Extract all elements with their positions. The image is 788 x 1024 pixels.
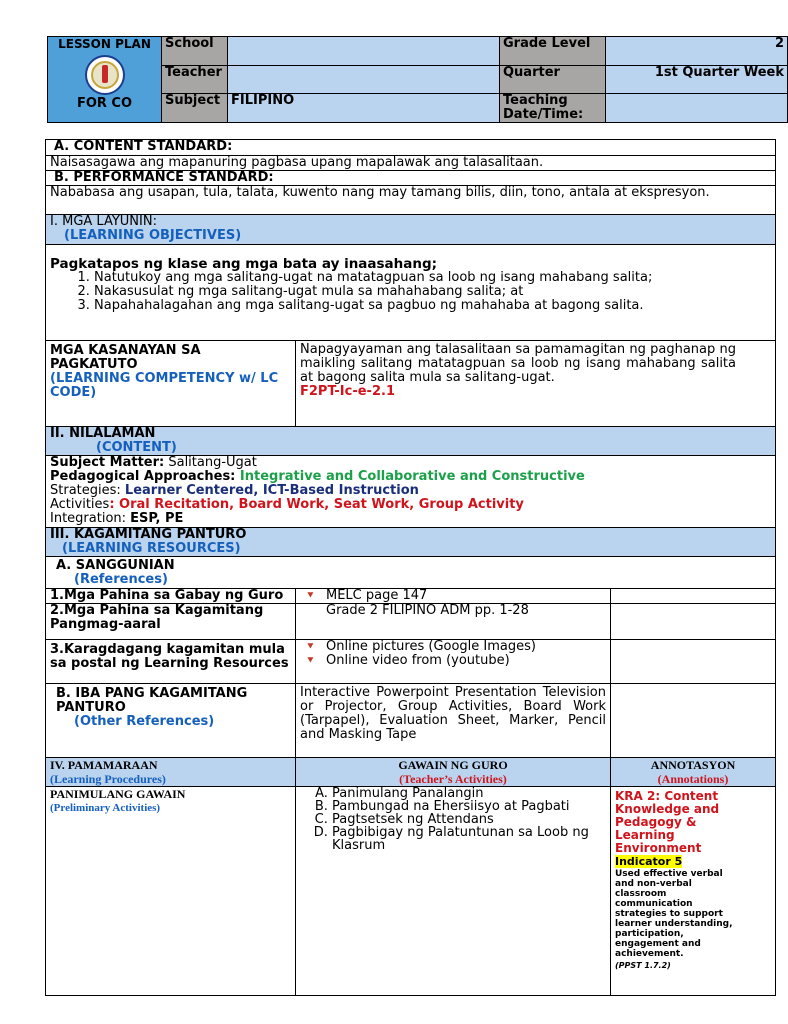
procedures-col2-title: GAWAIN NG GURO [398, 758, 508, 772]
logo-title: LESSON PLAN [58, 37, 151, 51]
sanggunian-cell [46, 557, 776, 589]
procedures-col3-title: ANNOTASYON [650, 758, 736, 772]
competency-text: Napagyayaman ang talasalitaan sa pamamagitan ng paghanap ng maikling salitang matatagpuan sa loob ng isang mahabang salita at bagong salita mula sa salitang-ugat. [300, 342, 736, 385]
integration-label: Integration: [50, 511, 131, 526]
row3-value-2: Online video from (youtube) [326, 653, 510, 668]
school-label: School [162, 37, 228, 66]
content-body [46, 456, 776, 528]
procedures-col3-sub: (Annotations) [657, 772, 729, 786]
content-standard-text: Naisasagawa ang mapanuring pagbasa upang mapalawak ang talasalitaan. [46, 156, 776, 171]
row3-notes [611, 640, 776, 684]
prelim-subtitle: (Preliminary Activities) [50, 802, 161, 814]
row2-label: 2.Mga Pahina sa Kagamitang Pangmag-aaral [46, 604, 296, 640]
indicator-label: Indicator 5 [615, 855, 683, 868]
prelim-activities-cell [296, 787, 611, 996]
content-standard-title: A. CONTENT STANDARD: [46, 140, 776, 156]
row1-value: MELC page 147 [326, 588, 428, 603]
row1-label: 1.Mga Pahina sa Gabay ng Guro [46, 589, 296, 604]
deped-seal-icon [69, 55, 141, 95]
performance-standard-title: B. PERFORMANCE STANDARD: [46, 171, 776, 186]
prelim-title: PANIMULANG GAWAIN [50, 787, 186, 801]
annotation-cell [611, 787, 776, 996]
strategies-label: Strategies: [50, 483, 125, 498]
list-item: 3. Napahahalagahan ang mga salitang-ugat sa pagbuo ng mahahaba at bagong salita. [94, 299, 771, 313]
arrow-down-icon: ⯆ [306, 589, 315, 602]
ppst-code: (PPST 1.7.2) [615, 961, 671, 970]
other-text: Interactive Powerpoint Presentation Television or Projector, Group Activities, Board Work (Tarpapel), Evaluation Sheet, Marker, Pencil and Masking Tape [296, 684, 611, 758]
competency-text-cell [296, 341, 776, 427]
row3-label: 3.Karagdagang kagamitan mula sa postal ng Learning Resources [46, 640, 296, 684]
objectives-body [46, 245, 776, 341]
list-item: B. Pambungad na Ehersiisyo at Pagbati [332, 800, 606, 813]
arrow-down-icon: ⯆ [306, 640, 315, 653]
other-label: B. IBA PANG KAGAMITANG PANTURO [56, 686, 248, 715]
row1-notes [611, 589, 776, 604]
sanggunian-title: A. SANGGUNIAN [56, 558, 175, 573]
content-subtitle: (CONTENT) [96, 440, 177, 455]
row2-notes [611, 604, 776, 640]
objectives-intro: Pagkatapos ng klase ang mga bata ay inaasahang; [50, 256, 438, 272]
kra-title: KRA 2: Content Knowledge and Pedagogy & Learning Environment [615, 789, 720, 855]
competency-code: F2PT-Ic-e-2.1 [300, 384, 395, 399]
other-references-cell [46, 684, 296, 758]
indicator-text: Used effective verbal and non-verbal classroom communication strategies to support learner understanding, participation, engagement and achievement. [615, 869, 733, 959]
school-value[interactable] [228, 37, 500, 66]
procedures-col2 [296, 758, 611, 787]
row1-value-cell [296, 589, 611, 604]
objectives-title: I. MGA LAYUNIN: [50, 214, 157, 229]
subject-label: Subject [162, 94, 228, 123]
arrow-down-icon: ⯆ [306, 654, 315, 667]
grade-value[interactable]: 2 [606, 37, 788, 66]
content-title: II. NILALAMAN [50, 426, 156, 441]
subject-matter: Salitang-Ugat [164, 455, 257, 470]
procedures-col2-sub: (Teacher’s Activities) [399, 772, 507, 786]
datetime-value[interactable] [606, 94, 788, 123]
teacher-label: Teacher [162, 66, 228, 94]
quarter-value[interactable]: 1st Quarter Week [606, 66, 788, 94]
other-notes [611, 684, 776, 758]
competency-label: MGA KASANAYAN SA PAGKATUTO [50, 343, 201, 372]
procedures-col1-sub: (Learning Procedures) [50, 772, 166, 786]
activities-label: Activities [50, 497, 110, 512]
subject-value[interactable]: FILIPINO [228, 94, 500, 123]
prelim-list [300, 787, 606, 852]
lesson-plan-table [45, 139, 776, 996]
row2-value-cell [296, 604, 611, 640]
quarter-label: Quarter [500, 66, 606, 94]
procedures-col1 [46, 758, 296, 787]
list-item: 1. Natutukoy ang mga salitang-ugat na matatagpuan sa loob ng isang mahabang salita; [94, 271, 771, 285]
competency-label-cell [46, 341, 296, 427]
integration: ESP, PE [130, 511, 184, 526]
logo-cell [48, 37, 162, 123]
datetime-label: Teaching Date/Time: [500, 94, 606, 123]
resources-subtitle: (LEARNING RESOURCES) [62, 541, 241, 556]
approaches-label: Pedagogical Approaches: [50, 469, 240, 484]
list-item: A. Panimulang Panalangin [332, 787, 606, 800]
objectives-list [50, 271, 771, 313]
row2-value: Grade 2 FILIPINO ADM pp. 1-28 [326, 603, 529, 618]
prelim-cell [46, 787, 296, 996]
procedures-col3 [611, 758, 776, 787]
references-subtitle: (References) [74, 572, 168, 587]
row3-value-1: Online pictures (Google Images) [326, 639, 536, 654]
list-item: 2. Nakasusulat ng mga salitang-ugat mula sa mahahabang salita; at [94, 285, 771, 299]
header-table [47, 36, 788, 123]
teacher-value[interactable] [228, 66, 500, 94]
resources-header [46, 528, 776, 557]
competency-sublabel: (LEARNING COMPETENCY w/ LC CODE) [50, 371, 279, 400]
row3-value-cell [296, 640, 611, 684]
list-item: C. Pagtsetsek ng Attendans [332, 813, 606, 826]
performance-standard-text: Nababasa ang usapan, tula, talata, kuwento nang may tamang bilis, diin, tono, antala at ekspresyon. [46, 186, 776, 215]
strategies: Learner Centered, ICT-Based Instruction [124, 483, 419, 498]
grade-label: Grade Level [500, 37, 606, 66]
procedures-col1-title: IV. PAMAMARAAN [50, 758, 158, 772]
subject-matter-label: Subject Matter: [50, 455, 165, 470]
activities: : Oral Recitation, Board Work, Seat Work, Group Activity [109, 497, 524, 512]
content-header [46, 427, 776, 456]
resources-title: III. KAGAMITANG PANTURO [50, 527, 247, 542]
objectives-header [46, 215, 776, 245]
logo-subtitle: FOR CO [76, 96, 133, 111]
approaches: Integrative and Collaborative and Constructive [239, 469, 585, 484]
other-subtitle: (Other References) [74, 714, 215, 729]
objectives-subtitle: (LEARNING OBJECTIVES) [64, 228, 242, 243]
list-item: D. Pagbibigay ng Palatuntunan sa Loob ng Klasrum [332, 826, 606, 852]
